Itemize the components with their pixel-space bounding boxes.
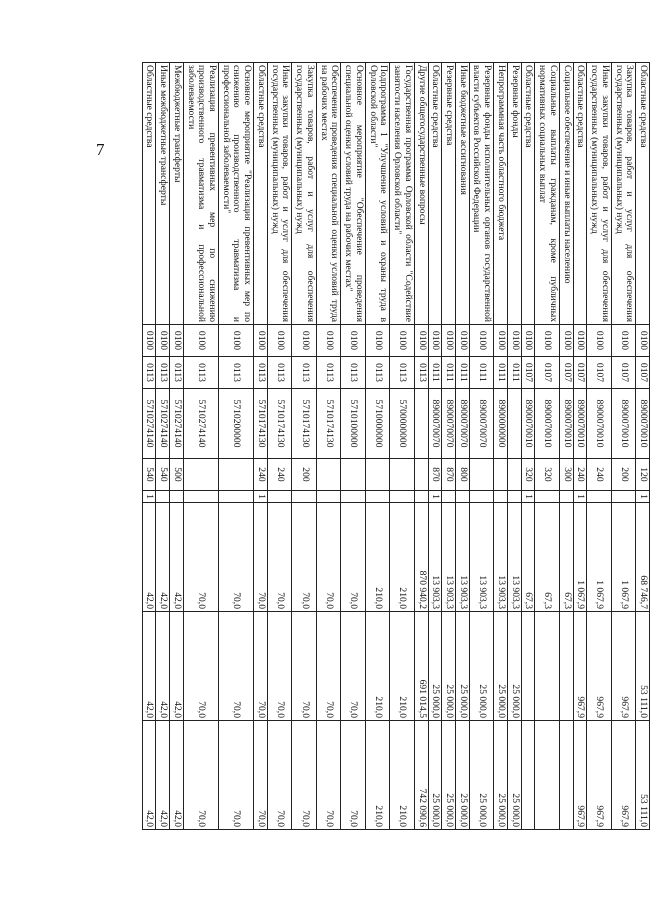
cell-amount-1: 13 903,3: [428, 503, 442, 612]
table-row: [156, 63, 170, 830]
cell-source: [156, 491, 170, 503]
cell-amount-2: 70,0: [183, 612, 218, 721]
cell-subsection: 0113: [390, 357, 414, 389]
cell-source: [170, 491, 184, 503]
cell-target-article: 5710274140: [183, 389, 218, 459]
cell-amount-2: 70,0: [292, 612, 316, 721]
table-row: [170, 63, 184, 830]
cell-amount-1: 70,0: [267, 503, 291, 612]
cell-expense-type: 300: [559, 459, 573, 491]
cell-expense-type: 870: [428, 459, 442, 491]
cell-expense-type: 500: [170, 459, 184, 491]
cell-name: Межбюджетные трансферты: [170, 63, 184, 325]
cell-source: [365, 491, 389, 503]
cell-expense-type: [507, 459, 521, 491]
cell-amount-2: 70,0: [341, 612, 365, 721]
cell-expense-type: [390, 459, 414, 491]
cell-amount-2: 70,0: [267, 612, 291, 721]
cell-target-article: 8900070010: [611, 389, 635, 459]
table-row: [455, 63, 469, 830]
cell-subsection: 0107: [573, 357, 587, 389]
cell-source: [535, 491, 559, 503]
cell-section: 0100: [469, 325, 493, 357]
cell-expense-type: 240: [587, 459, 611, 491]
budget-table: [142, 62, 650, 830]
page-number: 7: [96, 140, 105, 159]
cell-amount-3: 25 000,0: [442, 721, 456, 830]
cell-subsection: 0111: [494, 357, 508, 389]
cell-expense-type: 200: [611, 459, 635, 491]
cell-target-article: 8900070010: [636, 389, 650, 459]
cell-name: Социальное обеспечение и иные выплаты населению: [559, 63, 573, 325]
table-row: [521, 63, 535, 830]
table-row: [428, 63, 442, 830]
cell-amount-3: 742 090,6: [414, 721, 428, 830]
cell-amount-3: 70,0: [316, 721, 340, 830]
cell-amount-1: 210,0: [365, 503, 389, 612]
cell-amount-3: 967,9: [611, 721, 635, 830]
cell-amount-2: 42,0: [142, 612, 156, 721]
cell-section: 0100: [611, 325, 635, 357]
cell-amount-1: 68 746,7: [636, 503, 650, 612]
table-row: [587, 63, 611, 830]
cell-source: [587, 491, 611, 503]
cell-name: Основное мероприятие "Реализация превентивных мер по снижению производственного травматизма и профессиональной заболеваемости": [219, 63, 254, 325]
cell-name: Обеспечение проведения специальной оценки условий труда на рабочих местах: [316, 63, 340, 325]
cell-source: [183, 491, 218, 503]
cell-amount-1: 870 940,2: [414, 503, 428, 612]
cell-amount-3: 210,0: [390, 721, 414, 830]
cell-amount-2: 25 000,0: [455, 612, 469, 721]
cell-subsection: 0107: [521, 357, 535, 389]
cell-subsection: 0107: [636, 357, 650, 389]
cell-name: Непрограммная часть областного бюджета: [494, 63, 508, 325]
cell-source: 1: [573, 491, 587, 503]
table-body: [142, 63, 649, 830]
cell-expense-type: 240: [267, 459, 291, 491]
cell-subsection: 0113: [156, 357, 170, 389]
cell-amount-1: 70,0: [254, 503, 268, 612]
cell-subsection: 0111: [507, 357, 521, 389]
cell-amount-3: 70,0: [219, 721, 254, 830]
cell-amount-3: 25 000,0: [428, 721, 442, 830]
cell-amount-3: 967,9: [573, 721, 587, 830]
cell-amount-1: 67,3: [521, 503, 535, 612]
cell-section: 0100: [183, 325, 218, 357]
cell-source: 1: [636, 491, 650, 503]
cell-expense-type: 240: [573, 459, 587, 491]
table-row: [573, 63, 587, 830]
cell-amount-2: 25 000,0: [428, 612, 442, 721]
cell-amount-3: 53 111,0: [636, 721, 650, 830]
cell-amount-3: 70,0: [292, 721, 316, 830]
table-row: [611, 63, 635, 830]
cell-amount-2: 691 014,5: [414, 612, 428, 721]
cell-source: [219, 491, 254, 503]
cell-expense-type: 540: [142, 459, 156, 491]
cell-name: Реализация превентивных мер по снижению производственного травматизма и профессиональной заболеваемости: [183, 63, 218, 325]
cell-amount-1: 70,0: [183, 503, 218, 612]
cell-amount-1: 67,3: [559, 503, 573, 612]
cell-source: 1: [254, 491, 268, 503]
table-row: [442, 63, 456, 830]
table-row: [559, 63, 573, 830]
cell-name: Иные бюджетные ассигнования: [455, 63, 469, 325]
cell-amount-2: 25 000,0: [494, 612, 508, 721]
cell-source: [292, 491, 316, 503]
cell-name: Иные закупки товаров, работ и услуг для обеспечения государственных (муниципальных) нужд: [587, 63, 611, 325]
cell-source: [559, 491, 573, 503]
cell-name: Социальные выплаты гражданам, кроме публичных нормативных социальных выплат: [535, 63, 559, 325]
cell-section: 0100: [267, 325, 291, 357]
cell-amount-1: 67,3: [535, 503, 559, 612]
cell-subsection: 0113: [170, 357, 184, 389]
cell-target-article: 5710274140: [142, 389, 156, 459]
cell-expense-type: 120: [636, 459, 650, 491]
cell-target-article: 8900070010: [535, 389, 559, 459]
cell-expense-type: [469, 459, 493, 491]
table-row: [390, 63, 414, 830]
cell-section: 0100: [316, 325, 340, 357]
cell-expense-type: 320: [535, 459, 559, 491]
cell-target-article: 8900070070: [428, 389, 442, 459]
cell-subsection: 0107: [535, 357, 559, 389]
cell-target-article: [414, 389, 428, 459]
cell-subsection: 0113: [142, 357, 156, 389]
cell-source: 1: [521, 491, 535, 503]
cell-amount-1: 13 903,3: [469, 503, 493, 612]
cell-name: Областные средства: [521, 63, 535, 325]
cell-section: 0100: [341, 325, 365, 357]
cell-subsection: 0111: [455, 357, 469, 389]
cell-subsection: 0107: [611, 357, 635, 389]
cell-amount-3: [521, 721, 535, 830]
cell-expense-type: [183, 459, 218, 491]
cell-name: Областные средства: [636, 63, 650, 325]
cell-name: Иные межбюджетные трансферты: [156, 63, 170, 325]
cell-section: 0100: [535, 325, 559, 357]
cell-source: 1: [428, 491, 442, 503]
cell-subsection: 0111: [469, 357, 493, 389]
cell-name: Областные средства: [142, 63, 156, 325]
cell-amount-1: 13 903,3: [442, 503, 456, 612]
cell-amount-2: 25 000,0: [469, 612, 493, 721]
cell-amount-3: 70,0: [254, 721, 268, 830]
cell-target-article: 8900000000: [494, 389, 508, 459]
cell-section: 0100: [142, 325, 156, 357]
table-row: [507, 63, 521, 830]
cell-subsection: 0113: [365, 357, 389, 389]
cell-amount-2: 210,0: [365, 612, 389, 721]
cell-amount-2: 42,0: [170, 612, 184, 721]
cell-expense-type: [494, 459, 508, 491]
table-row: [183, 63, 218, 830]
cell-amount-1: 42,0: [170, 503, 184, 612]
rotated-page-area: [80, 62, 650, 829]
table-row: [636, 63, 650, 830]
cell-amount-2: 70,0: [219, 612, 254, 721]
cell-amount-2: 967,9: [587, 612, 611, 721]
table-row: [267, 63, 291, 830]
cell-target-article: 5710274140: [170, 389, 184, 459]
cell-source: [390, 491, 414, 503]
budget-table-rotated: [80, 62, 650, 829]
cell-source: [611, 491, 635, 503]
cell-name: Областные средства: [254, 63, 268, 325]
cell-expense-type: [341, 459, 365, 491]
cell-source: [341, 491, 365, 503]
cell-amount-2: 42,0: [156, 612, 170, 721]
cell-source: [469, 491, 493, 503]
cell-amount-1: 70,0: [316, 503, 340, 612]
table-row: [341, 63, 365, 830]
cell-name: Основное мероприятие "Обеспечение проведения специальной оценки условий труда на рабочих местах": [341, 63, 365, 325]
cell-amount-2: [521, 612, 535, 721]
cell-target-article: 5700000000: [390, 389, 414, 459]
table-row: [365, 63, 389, 830]
table-row: [414, 63, 428, 830]
cell-target-article: [507, 389, 521, 459]
cell-amount-2: 967,9: [611, 612, 635, 721]
cell-amount-3: 25 000,0: [494, 721, 508, 830]
cell-subsection: 0113: [292, 357, 316, 389]
cell-name: Резервные фонды исполнительных органов государственной власти субъектов Российской Федерации: [469, 63, 493, 325]
cell-section: 0100: [455, 325, 469, 357]
cell-subsection: 0111: [428, 357, 442, 389]
cell-name: Закупка товаров, работ и услуг для обеспечения государственных (муниципальных) нужд: [292, 63, 316, 325]
cell-amount-3: 25 000,0: [455, 721, 469, 830]
cell-name: Резервные средства: [442, 63, 456, 325]
cell-amount-3: 42,0: [170, 721, 184, 830]
cell-section: 0100: [390, 325, 414, 357]
cell-target-article: 8900070010: [587, 389, 611, 459]
cell-amount-3: 25 000,0: [507, 721, 521, 830]
cell-name: Государственная программа Орловской области "Содействие занятости населения Орловской области": [390, 63, 414, 325]
cell-target-article: 5710174130: [267, 389, 291, 459]
cell-name: Резервные фонды: [507, 63, 521, 325]
cell-target-article: 8900070070: [469, 389, 493, 459]
cell-amount-2: [559, 612, 573, 721]
cell-amount-3: 70,0: [183, 721, 218, 830]
cell-section: 0100: [254, 325, 268, 357]
cell-target-article: 8900070070: [455, 389, 469, 459]
cell-amount-1: 1 067,9: [611, 503, 635, 612]
cell-subsection: 0113: [219, 357, 254, 389]
cell-amount-2: 70,0: [316, 612, 340, 721]
cell-expense-type: [219, 459, 254, 491]
cell-section: 0100: [587, 325, 611, 357]
cell-source: [494, 491, 508, 503]
cell-expense-type: [316, 459, 340, 491]
cell-amount-2: 53 111,0: [636, 612, 650, 721]
cell-subsection: 0113: [341, 357, 365, 389]
cell-amount-3: 25 000,0: [469, 721, 493, 830]
cell-name: Областные средства: [573, 63, 587, 325]
cell-amount-1: 70,0: [341, 503, 365, 612]
cell-target-article: 8900070070: [442, 389, 456, 459]
cell-amount-3: 967,9: [587, 721, 611, 830]
cell-amount-1: 13 903,3: [455, 503, 469, 612]
cell-section: 0100: [219, 325, 254, 357]
cell-expense-type: [414, 459, 428, 491]
cell-amount-2: 25 000,0: [507, 612, 521, 721]
cell-amount-3: [559, 721, 573, 830]
cell-section: 0100: [521, 325, 535, 357]
cell-section: 0100: [428, 325, 442, 357]
cell-section: 0100: [365, 325, 389, 357]
cell-target-article: 5710274140: [156, 389, 170, 459]
cell-name: Другие общегосударственные вопросы: [414, 63, 428, 325]
cell-section: 0100: [494, 325, 508, 357]
cell-expense-type: 540: [156, 459, 170, 491]
cell-amount-1: 42,0: [142, 503, 156, 612]
table-row: [469, 63, 493, 830]
cell-expense-type: 320: [521, 459, 535, 491]
cell-target-article: 8900070010: [521, 389, 535, 459]
cell-amount-3: 210,0: [365, 721, 389, 830]
cell-amount-2: 967,9: [573, 612, 587, 721]
cell-section: 0100: [442, 325, 456, 357]
cell-target-article: 5710100000: [341, 389, 365, 459]
cell-expense-type: 240: [254, 459, 268, 491]
cell-name: Иные закупки товаров, работ и услуг для обеспечения государственных (муниципальных) нужд: [267, 63, 291, 325]
cell-name: Закупка товаров, работ и услуг для обеспечения государственных (муниципальных) нужд: [611, 63, 635, 325]
cell-subsection: 0111: [442, 357, 456, 389]
cell-target-article: 5710200000: [219, 389, 254, 459]
cell-amount-1: 70,0: [292, 503, 316, 612]
cell-subsection: 0113: [316, 357, 340, 389]
cell-subsection: 0113: [267, 357, 291, 389]
cell-amount-1: 1 067,9: [573, 503, 587, 612]
cell-amount-2: [535, 612, 559, 721]
cell-source: [455, 491, 469, 503]
cell-target-article: 5710174130: [292, 389, 316, 459]
cell-subsection: 0113: [414, 357, 428, 389]
cell-amount-3: 70,0: [267, 721, 291, 830]
cell-source: [316, 491, 340, 503]
cell-target-article: 8900070010: [559, 389, 573, 459]
cell-amount-1: 42,0: [156, 503, 170, 612]
cell-section: 0100: [573, 325, 587, 357]
cell-expense-type: 870: [442, 459, 456, 491]
cell-expense-type: 200: [292, 459, 316, 491]
cell-target-article: 8900070010: [573, 389, 587, 459]
cell-amount-3: 42,0: [156, 721, 170, 830]
cell-section: 0100: [156, 325, 170, 357]
cell-section: 0100: [170, 325, 184, 357]
cell-subsection: 0113: [183, 357, 218, 389]
cell-target-article: 5710174130: [316, 389, 340, 459]
cell-source: [442, 491, 456, 503]
cell-section: 0100: [559, 325, 573, 357]
cell-subsection: 0113: [254, 357, 268, 389]
cell-section: 0100: [414, 325, 428, 357]
cell-amount-1: 13 903,3: [507, 503, 521, 612]
cell-section: 0100: [292, 325, 316, 357]
cell-expense-type: [365, 459, 389, 491]
table-row: [494, 63, 508, 830]
cell-amount-1: 13 903,3: [494, 503, 508, 612]
cell-section: 0100: [507, 325, 521, 357]
table-row: [316, 63, 340, 830]
cell-source: [267, 491, 291, 503]
cell-amount-1: 210,0: [390, 503, 414, 612]
cell-subsection: 0107: [559, 357, 573, 389]
cell-source: 1: [142, 491, 156, 503]
cell-source: [414, 491, 428, 503]
cell-amount-2: 25 000,0: [442, 612, 456, 721]
cell-source: [507, 491, 521, 503]
table-row: [142, 63, 156, 830]
cell-amount-1: 1 067,9: [587, 503, 611, 612]
table-row: [219, 63, 254, 830]
cell-section: 0100: [636, 325, 650, 357]
cell-amount-2: 70,0: [254, 612, 268, 721]
cell-amount-2: 210,0: [390, 612, 414, 721]
cell-target-article: 5710000000: [365, 389, 389, 459]
table-row: [254, 63, 268, 830]
cell-amount-3: 70,0: [341, 721, 365, 830]
cell-amount-1: 70,0: [219, 503, 254, 612]
cell-target-article: 5710174130: [254, 389, 268, 459]
cell-amount-3: 42,0: [142, 721, 156, 830]
table-row: [292, 63, 316, 830]
table-row: [535, 63, 559, 830]
cell-name: Областные средства: [428, 63, 442, 325]
cell-amount-3: [535, 721, 559, 830]
cell-subsection: 0107: [587, 357, 611, 389]
cell-expense-type: 800: [455, 459, 469, 491]
cell-name: Подпрограмма 1 "Улучшение условий и охраны труда в Орловской области": [365, 63, 389, 325]
